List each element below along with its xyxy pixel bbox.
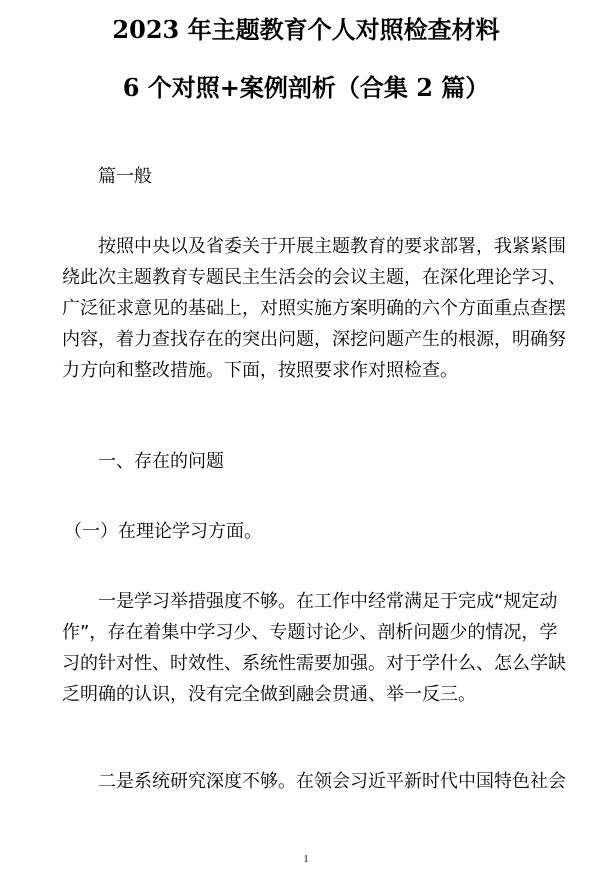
intro-line: 内容，着力查找存在的突出问题，深挖问题产生的根源，明确努 <box>62 329 566 350</box>
point-1-line: 习的针对性、时效性、系统性需要加强。对于学什么、怎么学缺 <box>62 653 566 674</box>
point-2-paragraph <box>62 766 602 797</box>
intro-line: 力方向和整改措施。下面，按照要求作对照检查。 <box>62 360 458 381</box>
subsection-heading: （一）在理论学习方面。 <box>64 521 262 542</box>
intro-line: 绕此次主题教育专题民主生活会的会议主题，在深化理论学习、 <box>62 267 566 288</box>
section-heading: 一、存在的问题 <box>98 451 224 472</box>
document-title-line-1: 2023 年主题教育个人对照检查材料 <box>112 15 500 44</box>
point-1-line: 乏明确的认识，没有完全做到融会贯通、举一反三。 <box>62 684 476 705</box>
intro-line: 按照中央以及省委关于开展主题教育的要求部署，我紧紧围 <box>98 236 566 257</box>
intro-paragraph <box>62 231 602 386</box>
intro-line: 广泛征求意见的基础上，对照实施方案明确的六个方面重点查摆 <box>62 298 566 319</box>
page-number: 1 <box>303 854 309 865</box>
document-title-line-2: 6 个对照+案例剖析（合集 2 篇） <box>122 73 490 102</box>
point-2-line: 二是系统研究深度不够。在领会习近平新时代中国特色社会 <box>98 771 566 792</box>
point-1-line: 一是学习举措强度不够。在工作中经常满足于完成“规定动 <box>98 591 558 612</box>
article-label: 篇一般 <box>98 166 152 187</box>
point-1-line: 作”，存在着集中学习少、专题讨论少、剖析问题少的情况，学 <box>62 622 558 643</box>
point-1-paragraph <box>62 586 602 710</box>
